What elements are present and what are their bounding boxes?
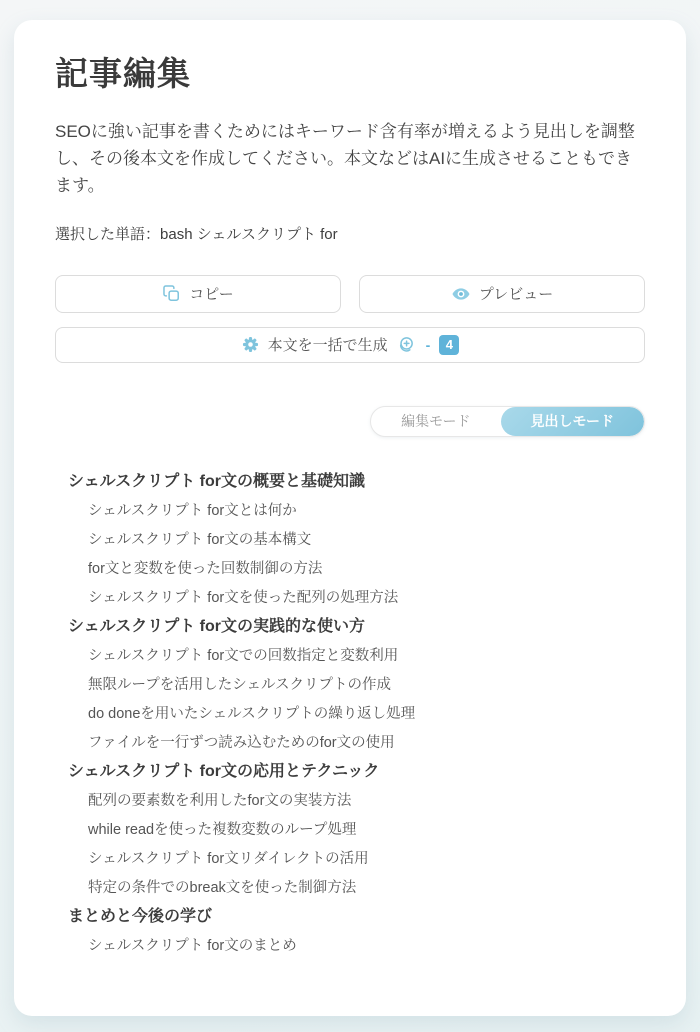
gear-icon [241, 335, 260, 354]
outline-h2-item[interactable]: シェルスクリプト for文の実践的な使い方 [68, 617, 365, 635]
copy-button[interactable] [55, 275, 341, 313]
outline-group [68, 473, 645, 607]
outline-h3-item[interactable]: シェルスクリプト for文のまとめ [88, 937, 297, 954]
action-button-row [55, 275, 645, 313]
outline-h3-item[interactable]: for文と変数を使った回数制御の方法 [88, 560, 323, 577]
eye-icon [451, 284, 471, 304]
outline-h3-item[interactable]: while readを使った複数変数のループ処理 [88, 821, 357, 838]
outline-h3-item[interactable]: ファイルを一行ずつ読み込むためのfor文の使用 [88, 734, 395, 751]
outline-h3-item[interactable]: シェルスクリプト for文での回数指定と変数利用 [88, 647, 399, 664]
outline-h3-item[interactable]: 配列の要素数を利用したfor文の実装方法 [88, 792, 352, 809]
outline-h3-item[interactable]: シェルスクリプト for文とは何か [88, 502, 297, 519]
outline-h3-item[interactable]: 特定の条件でのbreak文を使った制御方法 [88, 879, 357, 896]
selected-words-label: 選択した単語： [55, 225, 161, 243]
copy-icon [162, 284, 181, 303]
page-description: SEOに強い記事を書くためにはキーワード含有率が増えるよう見出しを調整し、その後本文を作成してください。本文などはAIに生成させることもできます。 [55, 121, 635, 195]
copy-button-label: コピー [189, 286, 234, 304]
outline-list [55, 473, 645, 955]
preview-button-label: プレビュー [478, 286, 554, 304]
generate-button-label: 本文を一括で生成 [267, 337, 388, 355]
outline-h2-item[interactable]: シェルスクリプト for文の応用とテクニック [68, 762, 380, 780]
outline-h2-item[interactable]: シェルスクリプト for文の概要と基礎知識 [68, 472, 365, 490]
selected-words [55, 224, 645, 246]
outline-h3-item[interactable]: シェルスクリプト for文リダイレクトの活用 [88, 850, 369, 867]
coin-icon [396, 335, 416, 355]
mode-toggle-row [55, 406, 645, 437]
article-edit-card [14, 20, 686, 1016]
outline-h3-item[interactable]: シェルスクリプト for文を使った配列の処理方法 [88, 589, 399, 606]
outline-h3-item[interactable]: 無限ループを活用したシェルスクリプトの作成 [88, 676, 392, 693]
selected-words-value: bash シェルスクリプト for [160, 225, 338, 243]
generate-button[interactable] [55, 327, 645, 363]
outline-h2-item[interactable]: まとめと今後の学び [68, 907, 213, 925]
outline-h3-item[interactable]: do doneを用いたシェルスクリプトの繰り返し処理 [88, 705, 416, 722]
cost-minus: - [425, 336, 431, 353]
toggle-option-edit[interactable]: 編集モード [401, 413, 471, 430]
outline-group [68, 908, 645, 955]
outline-group [68, 763, 645, 897]
preview-button[interactable] [359, 275, 645, 313]
cost-badge: 4 [439, 335, 459, 355]
outline-group [68, 618, 645, 752]
outline-h3-item[interactable]: シェルスクリプト for文の基本構文 [88, 531, 312, 548]
page-title: 記事編集 [55, 55, 191, 92]
mode-toggle [370, 406, 645, 437]
toggle-option-heading[interactable]: 見出しモード [501, 407, 644, 436]
